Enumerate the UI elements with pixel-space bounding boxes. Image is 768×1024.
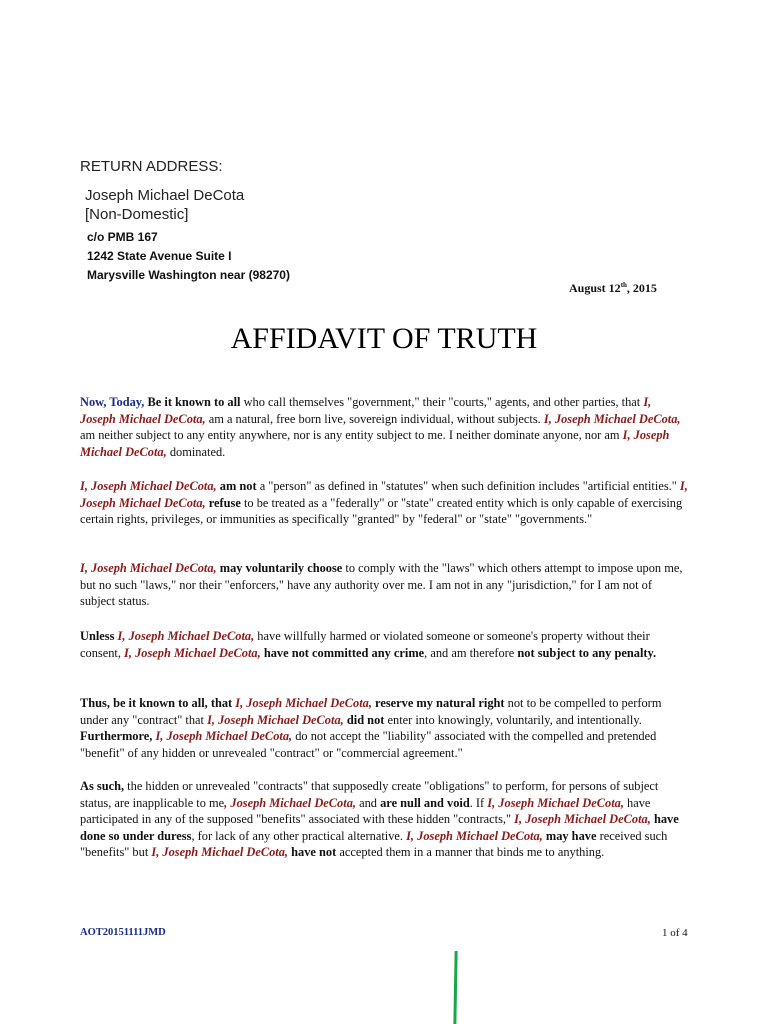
date-month-day: August 12 bbox=[569, 281, 621, 295]
declarant-name: I, Joseph Michael DeCota, bbox=[543, 411, 681, 426]
declarant-name: I, Joseph Michael DeCota, bbox=[80, 395, 652, 426]
declarant-name: I, Joseph Michael DeCota, bbox=[151, 845, 289, 860]
body-text: the hidden or unrevealed "contracts" that supposedly create "obligations" to perform, for persons of subject status, are inapplicable to me bbox=[80, 779, 659, 810]
body-text: am a natural, free born live, sovereign individual, without subjects. bbox=[205, 411, 544, 426]
emphasis-bold: are null and void bbox=[380, 795, 470, 810]
body-text: . If bbox=[469, 795, 488, 810]
emphasis-bold: As such, bbox=[80, 779, 125, 793]
emphasis-bold: have not committed any crime bbox=[263, 645, 425, 660]
paragraph bbox=[80, 695, 690, 761]
body-text: , for lack of any other practical alternative. bbox=[191, 828, 407, 843]
body-text: received such "benefits" but bbox=[80, 828, 668, 860]
declarant-name: I, Joseph Michael DeCota, bbox=[124, 645, 261, 660]
return-address-label: RETURN ADDRESS: bbox=[80, 158, 223, 175]
body-text: enter into knowingly, voluntarily, and intentionally. bbox=[384, 712, 642, 727]
body-text: am neither subject to any entity anywhere, nor is any entity subject to me. I neither dominate anyone, nor am bbox=[80, 428, 623, 443]
declarant-name: I, Joseph Michael DeCota, bbox=[207, 712, 344, 727]
declarant-name: I, Joseph Michael DeCota, bbox=[80, 479, 217, 493]
document-id: AOT20151111JMD bbox=[80, 927, 166, 938]
emphasis-bold: have not bbox=[291, 845, 337, 860]
body-text: have participated in any of the supposed "benefits" associated with these hidden "contracts," bbox=[80, 795, 651, 827]
emphasis-bold: Furthermore, bbox=[80, 729, 153, 744]
declarant-name: I, Joseph Michael DeCota, bbox=[117, 629, 255, 643]
body-text: accepted them in a manner that binds me to anything. bbox=[336, 845, 605, 860]
address-line: 1242 State Avenue Suite I bbox=[87, 249, 232, 263]
return-address-status: [Non-Domestic] bbox=[85, 206, 189, 223]
return-address-name: Joseph Michael DeCota bbox=[85, 187, 245, 204]
body-text: , and am therefore bbox=[424, 645, 518, 660]
document-date bbox=[569, 281, 657, 296]
emphasis-bold: have done so under duress bbox=[80, 812, 679, 843]
emphasis-bold: did not bbox=[346, 712, 385, 727]
emphasis-bold: Unless bbox=[80, 629, 115, 643]
address-line: Marysville Washington near (98270) bbox=[87, 268, 290, 282]
emphasis-bold: Thus, be it known to all, that bbox=[80, 696, 233, 710]
emphasis-bold: Be it known to all bbox=[147, 395, 241, 409]
document-title: AFFIDAVIT OF TRUTH bbox=[230, 322, 538, 355]
page-number: 1 of 4 bbox=[662, 927, 688, 939]
emphasis-bold: am not bbox=[219, 479, 257, 493]
green-pen-mark bbox=[453, 951, 457, 1024]
declarant-name: I, Joseph Michael DeCota, bbox=[406, 828, 543, 843]
body-text: to be treated as a "federally" or "state" created entity which is only capable of exercising certain rights, privileges, or immunities as specifically "granted" by "federal" or "state" "governments." bbox=[80, 495, 683, 527]
body-text: dominated. bbox=[166, 444, 226, 459]
declarant-name: I, Joseph Michael DeCota, bbox=[235, 696, 372, 710]
declarant-name: I, Joseph Michael DeCota, bbox=[80, 479, 688, 510]
date-ordinal-suffix: th bbox=[620, 281, 627, 289]
declarant-name: I, Joseph Michael DeCota, bbox=[514, 812, 651, 827]
emphasis-blue: Now, Today, bbox=[80, 395, 145, 409]
body-text: have willfully harmed or violated someone or someone's property without their consent, bbox=[80, 629, 650, 660]
declarant-name: I, Joseph Michael DeCota, bbox=[487, 795, 624, 810]
body-text: do not accept the "liability" associated with the compelled and pretended "benefit" of any hidden or unrevealed "contract" or "commercial agreement." bbox=[80, 729, 657, 760]
body-text: who call themselves "government," their "courts," agents, and other parties, that bbox=[240, 395, 644, 409]
paragraph bbox=[80, 394, 690, 460]
paragraph bbox=[80, 560, 690, 610]
declarant-name: I, Joseph Michael DeCota, bbox=[80, 561, 217, 575]
declarant-name: I, Joseph Michael DeCota, bbox=[155, 729, 293, 744]
paragraph bbox=[80, 628, 690, 661]
address-line: c/o PMB 167 bbox=[87, 230, 158, 244]
body-text: a "person" as defined in "statutes" when such definition includes "artificial entities." bbox=[256, 479, 680, 493]
date-year: , 2015 bbox=[626, 281, 657, 295]
body-text: to comply with the "laws" which others attempt to impose upon me, but no such "laws," nor their "enforcers," have any authority over me. I am not in any "jurisdiction," for I am not of subject status. bbox=[80, 561, 683, 609]
declarant-name: , Joseph Michael DeCota, bbox=[224, 795, 356, 810]
emphasis-bold: may have bbox=[545, 828, 597, 843]
paragraph bbox=[80, 778, 690, 861]
emphasis-bold: reserve my natural right bbox=[375, 696, 505, 710]
body-text: and bbox=[356, 795, 381, 810]
declarant-name: I, Joseph Michael DeCota, bbox=[80, 428, 670, 459]
body-text: not to be compelled to perform under any "contract" that bbox=[80, 696, 662, 727]
paragraph bbox=[80, 478, 690, 528]
emphasis-bold: refuse bbox=[208, 495, 241, 510]
emphasis-bold: may voluntarily choose bbox=[219, 561, 343, 575]
emphasis-bold: not subject to any penalty. bbox=[517, 645, 657, 660]
